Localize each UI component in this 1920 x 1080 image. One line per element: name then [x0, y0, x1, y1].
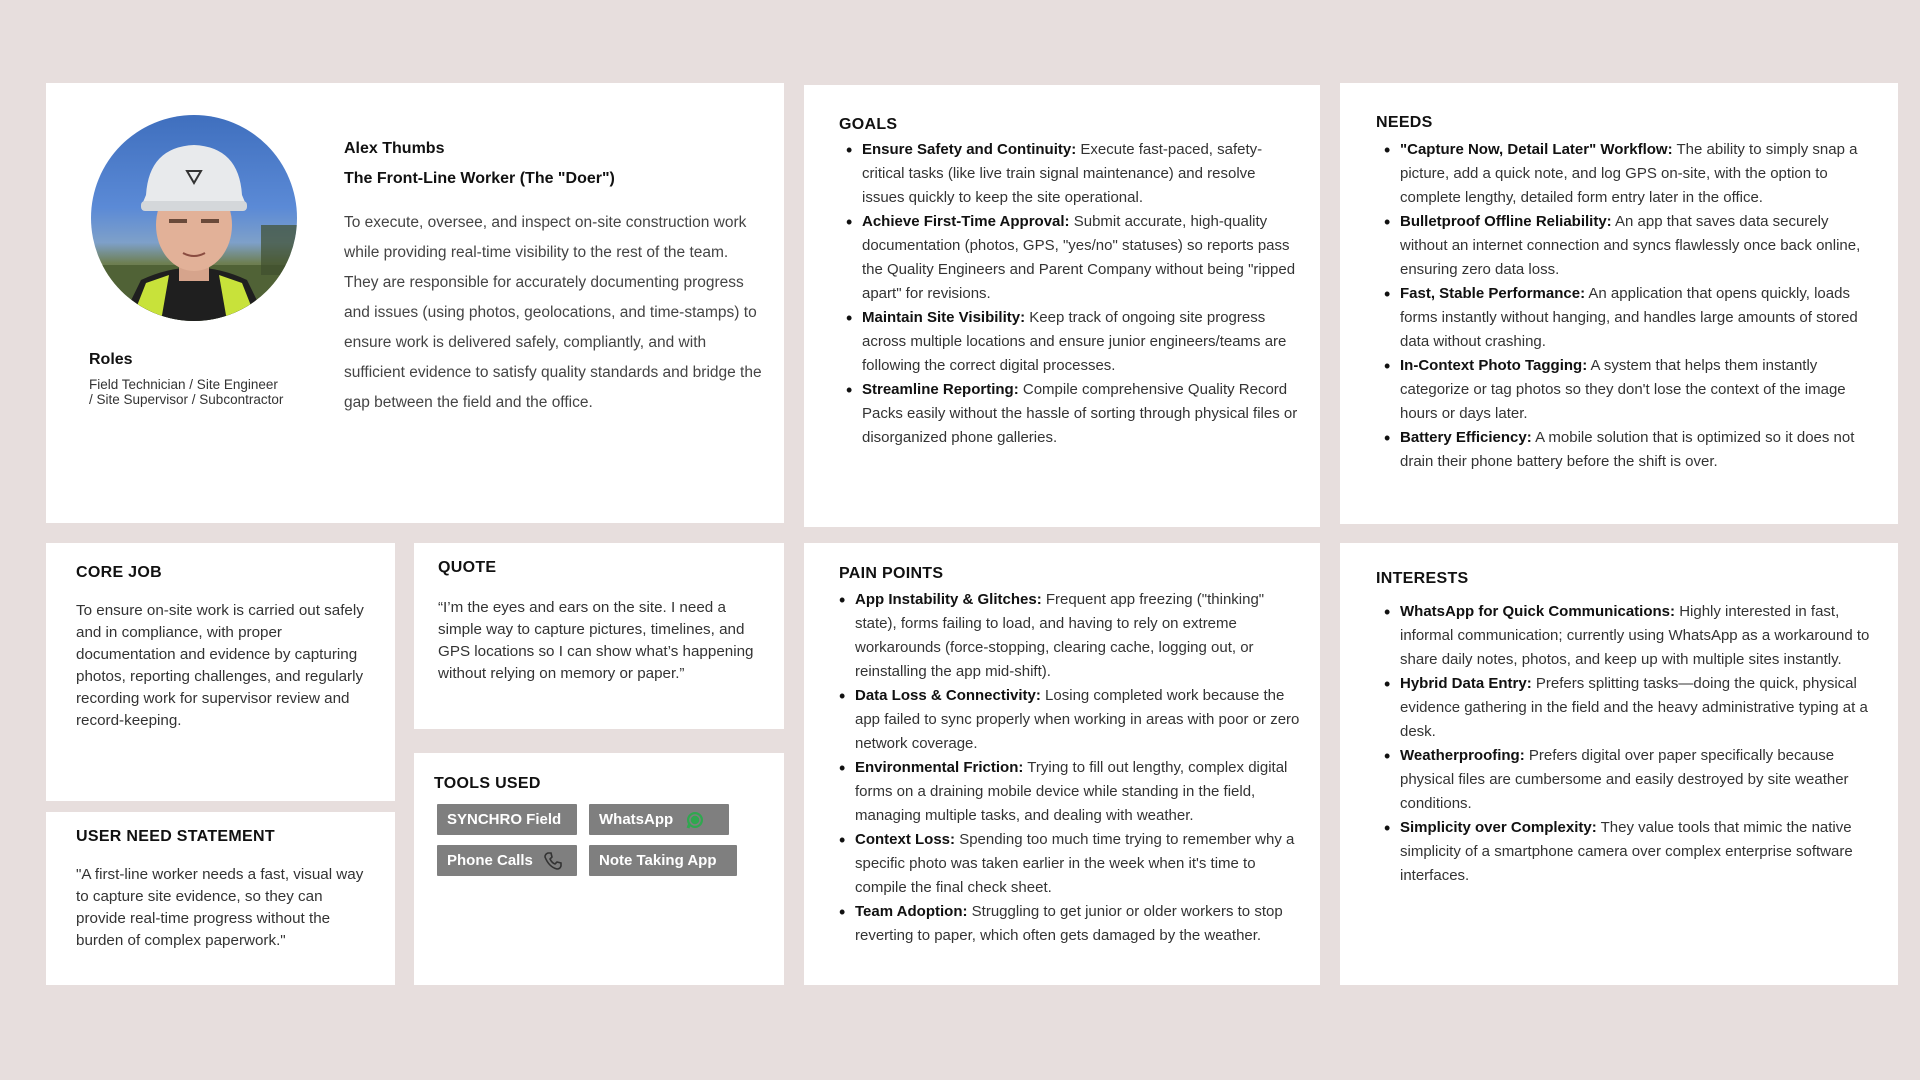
- list-item-title: Team Adoption:: [855, 903, 968, 920]
- list-item: [1400, 672, 1878, 744]
- needs-heading: NEEDS: [1376, 114, 1433, 131]
- user-need-heading: USER NEED STATEMENT: [76, 828, 275, 845]
- list-item-title: "Capture Now, Detail Later" Workflow:: [1400, 141, 1673, 158]
- list-item: [855, 828, 1300, 900]
- list-item-title: Environmental Friction:: [855, 759, 1024, 776]
- persona-name: Alex Thumbs: [344, 140, 445, 157]
- interests-list: [1376, 600, 1878, 888]
- list-item-text: An application that opens quickly, loads forms instantly without hanging, and handles large amounts of stored data without crashing.: [1400, 285, 1858, 350]
- list-item-text: A system that helps them instantly categorize or tag photos so they don't lose the context of the image hours or days later.: [1400, 357, 1846, 422]
- tool-label: SYNCHRO Field: [447, 811, 562, 828]
- list-item-text: An app that saves data securely without an internet connection and syncs flawlessly once back online, ensuring zero data loss.: [1400, 213, 1861, 278]
- pain-points-list: [839, 588, 1300, 948]
- list-item-text: They value tools that mimic the native simplicity of a smartphone camera over complex enterprise software interfaces.: [1400, 819, 1853, 884]
- list-item: [862, 138, 1300, 210]
- whatsapp-icon: [685, 810, 705, 830]
- list-item-text: Prefers digital over paper specifically because physical files are cumbersome and easily destroyed by site weather conditions.: [1400, 747, 1849, 812]
- profile-card: [46, 83, 784, 523]
- list-item-title: Data Loss & Connectivity:: [855, 687, 1041, 704]
- persona-archetype: The Front-Line Worker (The "Doer"): [344, 170, 615, 187]
- list-item-text: Struggling to get junior or older workers to stop reverting to paper, which often gets damaged by the weather.: [855, 903, 1283, 944]
- list-item: [862, 210, 1300, 306]
- core-job-heading: CORE JOB: [76, 564, 162, 581]
- list-item: [1400, 816, 1878, 888]
- list-item-text: Frequent app freezing ("thinking" state), forms failing to load, and having to rely on extreme workarounds (force-stopping, clearing cache, logging out, or reinstalling the app mid-shift).: [855, 591, 1265, 680]
- list-item-title: In-Context Photo Tagging:: [1400, 357, 1588, 374]
- list-item-text: Trying to fill out lengthy, complex digital forms on a draining mobile device while standing in the field, managing multiple tasks, and dealing with weather.: [855, 759, 1288, 824]
- needs-card: [1340, 83, 1898, 524]
- roles-heading: Roles: [89, 351, 133, 368]
- list-item-title: App Instability & Glitches:: [855, 591, 1042, 608]
- tool-phone-calls: [437, 845, 577, 876]
- list-item-title: Weatherproofing:: [1400, 747, 1525, 764]
- list-item-title: Fast, Stable Performance:: [1400, 285, 1586, 302]
- list-item-text: Highly interested in fast, informal communication; currently using WhatsApp as a workaround to share daily notes, photos, and keep up with multiple sites instantly.: [1400, 603, 1870, 668]
- tools-heading: TOOLS USED: [434, 775, 541, 792]
- list-item-title: Hybrid Data Entry:: [1400, 675, 1532, 692]
- goals-heading: GOALS: [839, 116, 898, 133]
- tool-label: WhatsApp: [599, 811, 674, 828]
- list-item-text: Prefers splitting tasks—doing the quick, physical evidence gathering in the field and the heavy administrative typing at a desk.: [1400, 675, 1868, 740]
- goals-list: [839, 138, 1300, 450]
- persona-description: To execute, oversee, and inspect on-site construction work while providing real-time visibility to the rest of the team. They are responsible for accurately documenting progress and issues (using photos, geolocations, and time-stamps) to ensure work is delivered safely, compliantly, and with sufficient evidence to satisfy quality standards and bridge the gap between the field and the office.: [344, 214, 762, 411]
- roles-line-2: / Site Supervisor / Subcontractor: [89, 392, 284, 407]
- goals-card: [804, 85, 1320, 527]
- list-item: [855, 684, 1300, 756]
- avatar-photo: [91, 115, 297, 321]
- list-item-text: Keep track of ongoing site progress across multiple locations and ensure junior engineers/teams are following the correct digital processes.: [862, 309, 1287, 374]
- list-item-title: Maintain Site Visibility:: [862, 309, 1026, 326]
- quote-text: “I’m the eyes and ears on the site. I need a simple way to capture pictures, timelines, and GPS locations so I can show what’s happening without relying on memory or paper.”: [438, 599, 754, 682]
- user-need-card: [46, 812, 395, 985]
- tool-whatsapp: [589, 804, 729, 835]
- list-item: [862, 306, 1300, 378]
- list-item: [1400, 600, 1878, 672]
- list-item-title: Ensure Safety and Continuity:: [862, 141, 1077, 158]
- avatar: [91, 115, 297, 321]
- quote-heading: QUOTE: [438, 559, 497, 576]
- list-item: [1400, 426, 1878, 474]
- list-item-title: WhatsApp for Quick Communications:: [1400, 603, 1676, 620]
- list-item-text: Losing completed work because the app failed to sync properly when working in areas with poor or zero network coverage.: [855, 687, 1300, 752]
- list-item-title: Bulletproof Offline Reliability:: [1400, 213, 1612, 230]
- pain-points-heading: PAIN POINTS: [839, 565, 944, 582]
- core-job-card: [46, 543, 395, 801]
- list-item-title: Context Loss:: [855, 831, 956, 848]
- list-item-title: Streamline Reporting:: [862, 381, 1019, 398]
- list-item: [855, 588, 1300, 684]
- tool-label: Phone Calls: [447, 852, 533, 869]
- phone-icon: [543, 851, 563, 871]
- tool-note-taking-app: [589, 845, 737, 876]
- quote-card: [414, 543, 784, 729]
- list-item: [1400, 744, 1878, 816]
- list-item: [1400, 138, 1878, 210]
- list-item: [855, 756, 1300, 828]
- pain-points-card: [804, 543, 1320, 985]
- list-item-text: Compile comprehensive Quality Record Packs easily without the hassle of sorting through physical files or disorganized phone galleries.: [862, 381, 1298, 446]
- core-job-text: To ensure on-site work is carried out safely and in compliance, with proper documentation and evidence by capturing photos, reporting challenges, and regularly recording work for supervisor review and record-keeping.: [76, 602, 364, 729]
- list-item: [862, 378, 1300, 450]
- list-item: [1400, 354, 1878, 426]
- list-item: [1400, 282, 1878, 354]
- list-item-text: Execute fast-paced, safety-critical tasks (like live train signal maintenance) and resolve issues quickly to keep the site operational.: [862, 141, 1263, 206]
- list-item-title: Achieve First-Time Approval:: [862, 213, 1070, 230]
- tools-card: [414, 753, 784, 985]
- interests-heading: INTERESTS: [1376, 570, 1469, 587]
- list-item-text: The ability to simply snap a picture, add a quick note, and log GPS on-site, with the option to complete lengthy, detailed form entry later in the office.: [1400, 141, 1858, 206]
- tool-label: Note Taking App: [599, 852, 717, 869]
- tool-synchro-field: [437, 804, 577, 835]
- list-item-text: Spending too much time trying to remember why a specific photo was taken earlier in the week when it's time to compile the final check sheet.: [855, 831, 1295, 896]
- needs-list: [1376, 138, 1878, 474]
- list-item-text: Submit accurate, high-quality documentation (photos, GPS, "yes/no" statuses) so reports pass the Quality Engineers and Parent Company without being "ripped apart" for revisions.: [862, 213, 1296, 302]
- list-item-title: Simplicity over Complexity:: [1400, 819, 1597, 836]
- user-need-text: "A first-line worker needs a fast, visual way to capture site evidence, so they can provide real-time progress without the burden of complex paperwork.": [76, 866, 364, 949]
- list-item-text: A mobile solution that is optimized so it does not drain their phone battery before the shift is over.: [1400, 429, 1855, 470]
- list-item: [1400, 210, 1878, 282]
- roles-line-1: Field Technician / Site Engineer: [89, 377, 278, 392]
- interests-card: [1340, 543, 1898, 985]
- list-item: [855, 900, 1300, 948]
- list-item-title: Battery Efficiency:: [1400, 429, 1532, 446]
